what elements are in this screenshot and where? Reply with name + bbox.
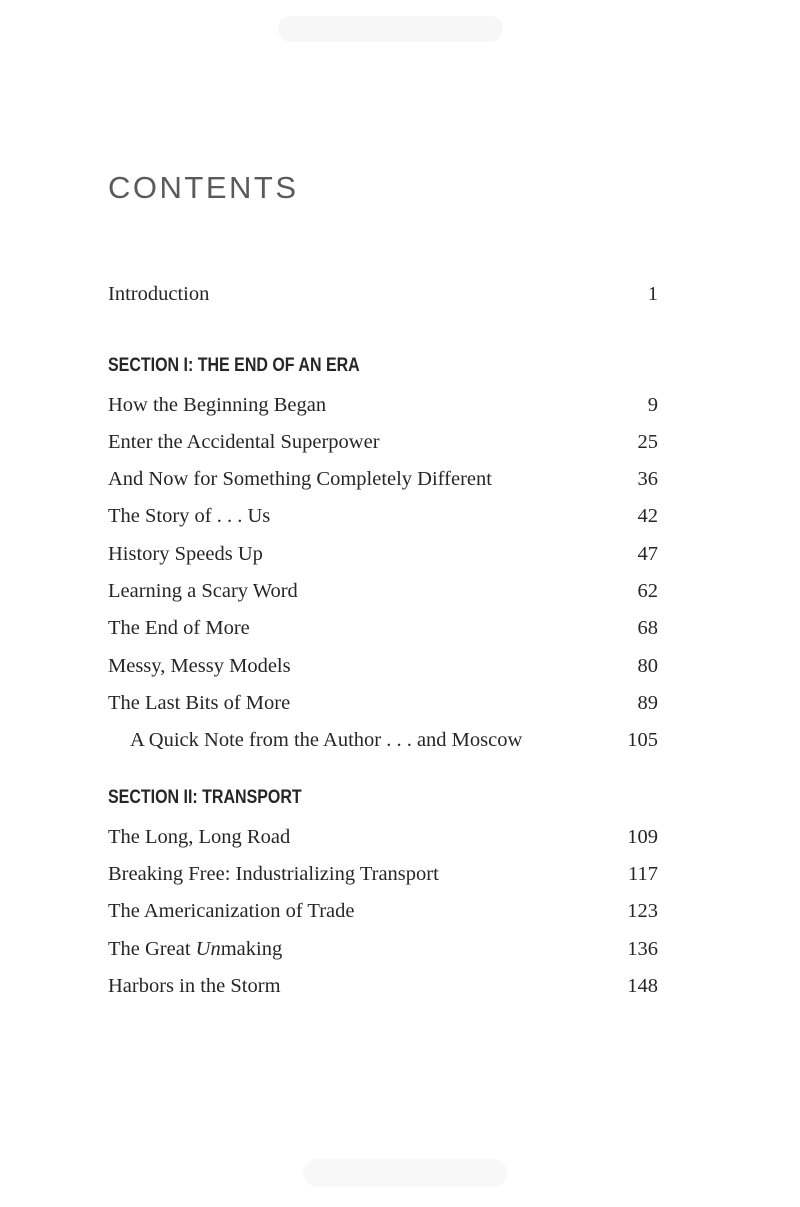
page-title: CONTENTS (108, 169, 299, 205)
toc-entry-label (108, 934, 282, 964)
toc-entry-page: 47 (637, 543, 658, 565)
toc-entry-page: 123 (627, 900, 658, 922)
toc-entry-page: 148 (627, 975, 658, 997)
toc-entry-page: 25 (637, 431, 658, 453)
toc-entry-page: 62 (637, 580, 658, 602)
toc-entry-introduction[interactable] (108, 279, 658, 309)
toc-entry-page: 117 (628, 863, 658, 885)
toc-entry-label: Messy, Messy Models (108, 655, 291, 677)
toc-entry[interactable] (108, 539, 658, 569)
toc-entry-label: And Now for Something Completely Different (108, 468, 492, 490)
toc-entry-label: Harbors in the Storm (108, 975, 281, 997)
toc-entry[interactable] (108, 613, 658, 643)
toc-entry-page: 80 (637, 655, 658, 677)
toc-entry-page: 9 (647, 394, 658, 416)
section-heading-2: SECTION II: TRANSPORT (108, 786, 302, 808)
toc-entry-page: 36 (637, 468, 658, 490)
toc-entry-page: 89 (637, 692, 658, 714)
toc-entry[interactable] (108, 464, 658, 494)
toc-entry-page: 136 (627, 938, 658, 960)
toc-entry[interactable] (108, 501, 658, 531)
label-prefix: The Great (108, 938, 196, 960)
toc-entry[interactable] (108, 971, 658, 1001)
toc-entry-label: Breaking Free: Industrializing Transport (108, 863, 439, 885)
toc-entry-label: How the Beginning Began (108, 394, 327, 416)
toc-entry-label: The Story of . . . Us (108, 505, 271, 527)
toc-entry[interactable] (108, 576, 658, 606)
toc-entry-label: A Quick Note from the Author . . . and Moscow (130, 729, 523, 751)
toc-entry-label: The Last Bits of More (108, 692, 291, 714)
toc-entry[interactable] (108, 651, 658, 681)
toc-entry-page: 1 (647, 283, 658, 305)
toc-entry-label: Enter the Accidental Superpower (108, 431, 380, 453)
toc-entry-page: 42 (637, 505, 658, 527)
toc-entry[interactable] (108, 859, 658, 889)
toc-entry[interactable] (108, 688, 658, 718)
toc-entry-label: Learning a Scary Word (108, 580, 298, 602)
toc-entry[interactable] (108, 822, 658, 852)
toc-entry-label: Introduction (108, 283, 210, 305)
page-smudge (278, 16, 503, 42)
toc-entry-indented[interactable] (108, 725, 658, 755)
toc-entry-label: History Speeds Up (108, 543, 263, 565)
toc-entry[interactable] (108, 896, 658, 926)
toc-entry-page: 105 (627, 729, 658, 751)
toc-entry[interactable] (108, 934, 658, 964)
toc-entry-page: 109 (627, 826, 658, 848)
toc-entry[interactable] (108, 427, 658, 457)
page-smudge (303, 1159, 507, 1187)
toc-entry-page: 68 (637, 617, 658, 639)
toc-entry-label: The Long, Long Road (108, 826, 291, 848)
label-suffix: making (220, 938, 283, 960)
toc-entry-label: The End of More (108, 617, 250, 639)
toc-entry[interactable] (108, 390, 658, 420)
toc-entry-label: The Americanization of Trade (108, 900, 355, 922)
section-heading-1: SECTION I: THE END OF AN ERA (108, 354, 360, 376)
label-emphasis: Un (195, 938, 221, 960)
